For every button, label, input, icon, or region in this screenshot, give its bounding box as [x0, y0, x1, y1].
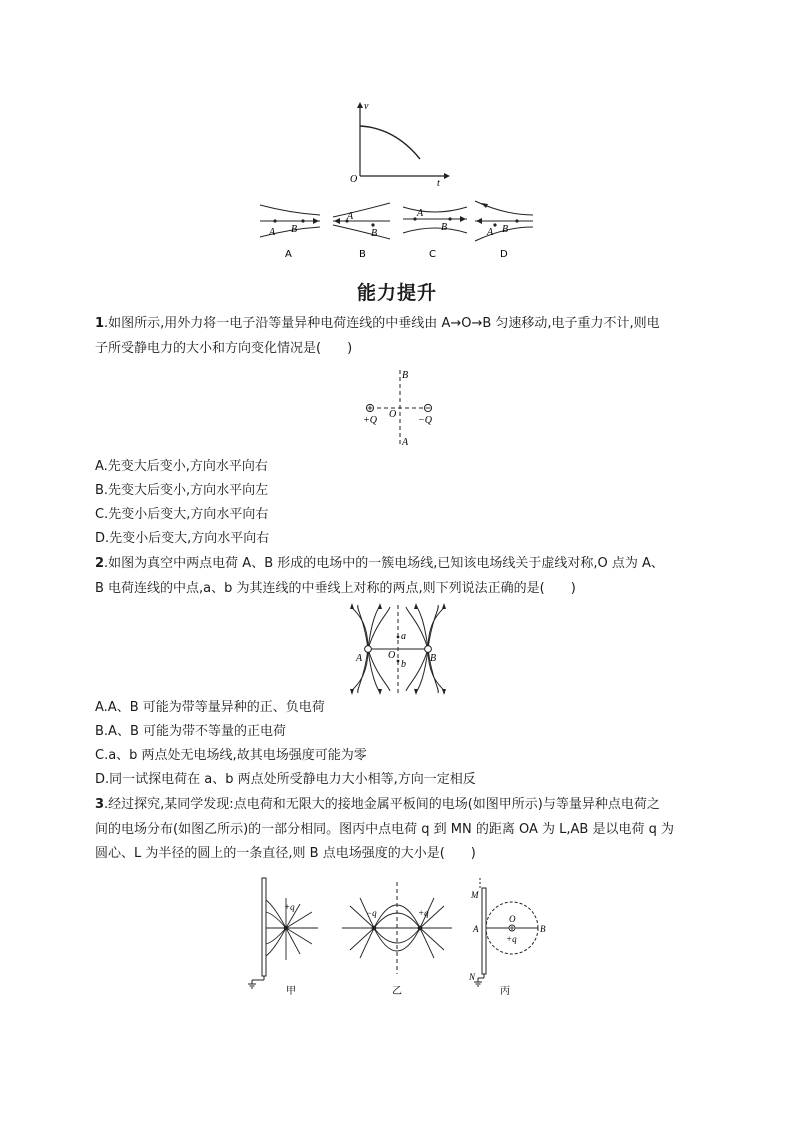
question-1-line-2: 子所受静电力的大小和方向变化情况是( )	[95, 341, 353, 356]
question-2-option-d: D.同一试探电荷在 a、b 两点处所受静电力大小相等,方向一定相反	[95, 772, 476, 787]
option-b-point-a: A	[347, 211, 354, 222]
q3-yi-caption: 乙	[392, 986, 402, 996]
option-c-diagram	[403, 207, 467, 260]
question-1-line-1	[95, 316, 660, 332]
option-d-point-b: B	[502, 224, 509, 235]
question-2-figure	[350, 603, 446, 697]
q3-bing-label-b: B	[540, 924, 546, 934]
question-3-stem-1: .经过探究,某同学发现:点电荷和无限大的接地金属平板间的电场(如图甲所示)与等量异种点电荷之	[104, 797, 660, 812]
q1-label-o: O	[389, 409, 397, 420]
question-3-figure-yi	[338, 876, 456, 996]
question-1-option-a: A.先变大后变小,方向水平向右	[95, 459, 268, 474]
question-1-option-c: C.先变小后变大,方向水平向右	[95, 507, 269, 522]
option-a-point-a: A	[269, 227, 276, 238]
question-2-option-b: B.A、B 可能为带不等量的正电荷	[95, 724, 286, 739]
question-3-line-1	[95, 797, 660, 813]
option-b-diagram	[333, 203, 390, 260]
q3-bing-label-a: A	[473, 924, 479, 934]
q3-jia-caption: 甲	[286, 986, 296, 996]
option-c-point-b: B	[441, 222, 448, 233]
section-title: 能力提升	[356, 282, 437, 304]
question-3-line-3: 圆心、L 为半径的圆上的一条直径,则 B 点电场强度的大小是( )	[95, 846, 476, 861]
option-a-point-b: B	[291, 224, 298, 235]
q2-label-b-point: b	[401, 659, 406, 670]
question-2-line-1	[95, 556, 664, 572]
question-1-figure	[360, 368, 440, 450]
q1-label-a: A	[402, 437, 409, 448]
q2-label-a-charge: A	[356, 653, 363, 664]
q1-label-plus-q: +Q	[363, 415, 377, 426]
question-1-stem-1: .如图所示,用外力将一电子沿等量异种电荷连线的中垂线由 A→O→B 匀速移动,电子重力不计,则电	[104, 316, 660, 331]
q3-yi-pos-label: +q	[418, 908, 429, 918]
question-3-line-2: 间的电场分布(如图乙所示)的一部分相同。图丙中点电荷 q 到 MN 的距离 OA 为 L,AB 是以电荷 q 为	[95, 822, 674, 837]
question-3-number: 3	[95, 797, 105, 812]
vt-y-label: v	[364, 101, 369, 112]
q3-jia-charge-label: +q	[284, 902, 295, 912]
q1-label-minus-q: −Q	[418, 415, 432, 426]
option-c-caption: C	[429, 249, 436, 260]
question-3-figure-bing	[468, 876, 550, 996]
q3-bing-charge-label: +q	[506, 934, 517, 944]
option-d-caption: D	[500, 249, 508, 260]
question-1-option-b: B.先变大后变小,方向水平向左	[95, 483, 269, 498]
vt-origin-label: O	[350, 174, 358, 185]
question-2-stem-1: .如图为真空中两点电荷 A、B 形成的电场中的一簇电场线,已知该电场线关于虚线对称,O 点为 A、	[104, 556, 664, 571]
question-2-option-c: C.a、b 两点处无电场线,故其电场强度可能为零	[95, 748, 367, 763]
question-2-number: 2	[95, 556, 105, 571]
q3-bing-label-n: N	[469, 972, 476, 982]
q2-label-a-point: a	[401, 631, 406, 642]
question-1-number: 1	[95, 316, 105, 331]
question-2-line-2: B 电荷连线的中点,a、b 为其连线的中垂线上对称的两点,则下列说法正确的是( )	[95, 581, 576, 596]
option-b-point-b: B	[371, 228, 378, 239]
q3-yi-neg-label: −q	[366, 908, 377, 918]
vt-x-label: t	[437, 178, 440, 188]
q3-bing-caption: 丙	[500, 986, 510, 996]
question-1-option-d: D.先变小后变大,方向水平向右	[95, 531, 270, 546]
field-options-figure	[255, 195, 545, 265]
vt-graph	[340, 100, 450, 188]
option-d-diagram	[475, 201, 533, 260]
option-b-caption: B	[359, 249, 366, 260]
question-2-option-a: A.A、B 可能为带等量异种的正、负电荷	[95, 700, 325, 715]
q3-bing-label-m: M	[471, 890, 479, 900]
question-3-figure-jia	[248, 876, 328, 996]
option-a-diagram	[260, 205, 320, 260]
q2-label-o: O	[388, 650, 396, 661]
option-a-caption: A	[285, 249, 292, 260]
option-c-point-a: A	[417, 208, 424, 219]
q3-bing-label-o: O	[509, 914, 516, 924]
q1-label-b: B	[402, 370, 409, 381]
q2-label-b-charge: B	[430, 653, 437, 664]
option-d-point-a: A	[487, 227, 494, 238]
